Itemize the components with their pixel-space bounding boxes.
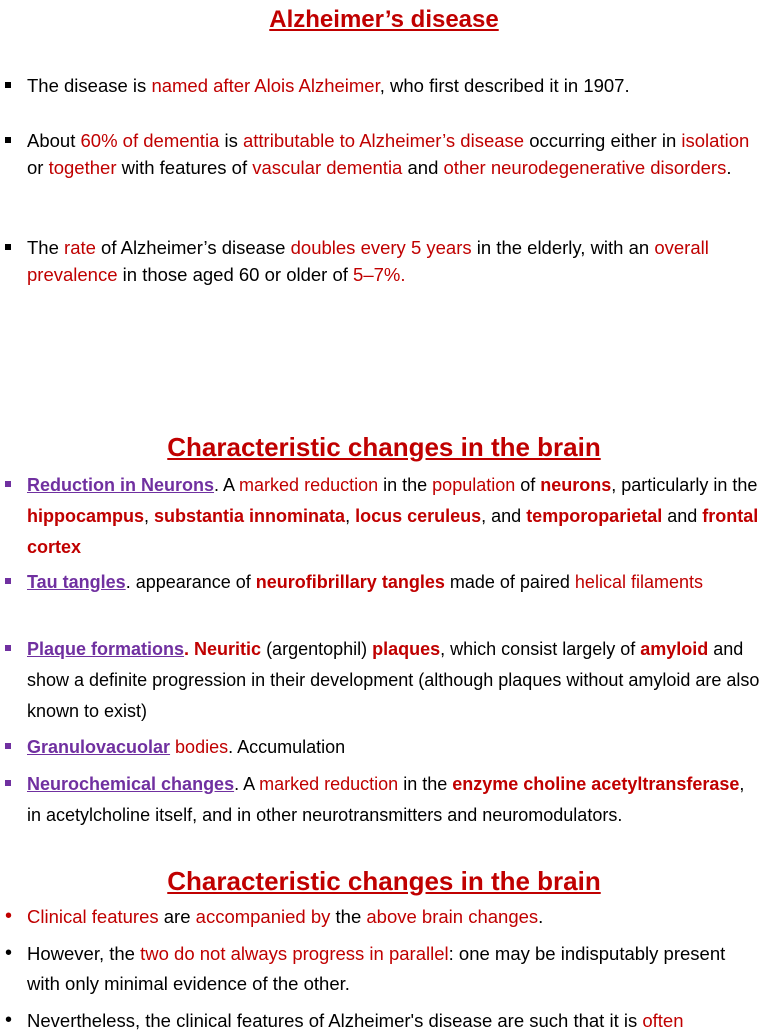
- clinical-bullet-3: Nevertheless, the clinical features of Alzheimer's disease are such that it is often: [27, 1010, 684, 1031]
- intro-bullet-2: About 60% of dementia is attributable to Alzheimer’s disease occurring either in isolation or together with features of vascular dementia and other neurodegenerative disorders.: [27, 130, 750, 178]
- intro-bullet-3: The rate of Alzheimer’s disease doubles every 5 years in the elderly, with an overall prevalence in those aged 60 or older of 5–7%.: [27, 237, 709, 285]
- bullet-dot-icon: •: [5, 905, 13, 927]
- intro-bullet-1: The disease is named after Alois Alzheimer, who first described it in 1907.: [27, 75, 630, 96]
- brain-bullet-granulovacuolar: Granulovacuolar bodies. Accumulation: [27, 737, 346, 757]
- bullet-dot-icon: •: [5, 1009, 13, 1031]
- clinical-bullet-1: Clinical features are accompanied by the above brain changes.: [27, 906, 544, 927]
- bullet-square-icon: [5, 137, 11, 143]
- clinical-bullet-2: However, the two do not always progress in parallel: one may be indisputably present with only minimal evidence of the other.: [27, 943, 726, 994]
- brain-bullet-neurochemical: Neurochemical changes. A marked reduction in the enzyme choline acetyltransferase, in acetylcholine itself, and in other neurotransmitters and neuromodulators.: [27, 774, 745, 825]
- bullet-square-icon: [5, 244, 11, 250]
- brain-bullet-neurons: Reduction in Neurons. A marked reduction in the population of neurons, particularly in the hippocampus, substantia innominata, locus ceruleus, and temporoparietal and frontal cortex: [27, 475, 759, 557]
- bullet-square-icon: [5, 82, 11, 88]
- section-heading-brain-changes-2: Characteristic changes in the brain: [167, 866, 601, 896]
- section-heading-brain-changes: Characteristic changes in the brain: [167, 432, 601, 462]
- bullet-square-icon: [5, 481, 11, 487]
- bullet-square-icon: [5, 743, 11, 749]
- page-title: Alzheimer’s disease: [269, 6, 499, 33]
- brain-bullet-tau: Tau tangles. appearance of neurofibrillary tangles made of paired helical filaments: [27, 572, 703, 592]
- bullet-square-icon: [5, 578, 11, 584]
- brain-bullet-plaques: Plaque formations. Neuritic (argentophil) plaques, which consist largely of amyloid and show a definite progression in their development (although plaques without amyloid are also known to exist): [27, 639, 760, 721]
- bullet-square-icon: [5, 780, 11, 786]
- bullet-dot-icon: •: [5, 942, 13, 964]
- bullet-square-icon: [5, 645, 11, 651]
